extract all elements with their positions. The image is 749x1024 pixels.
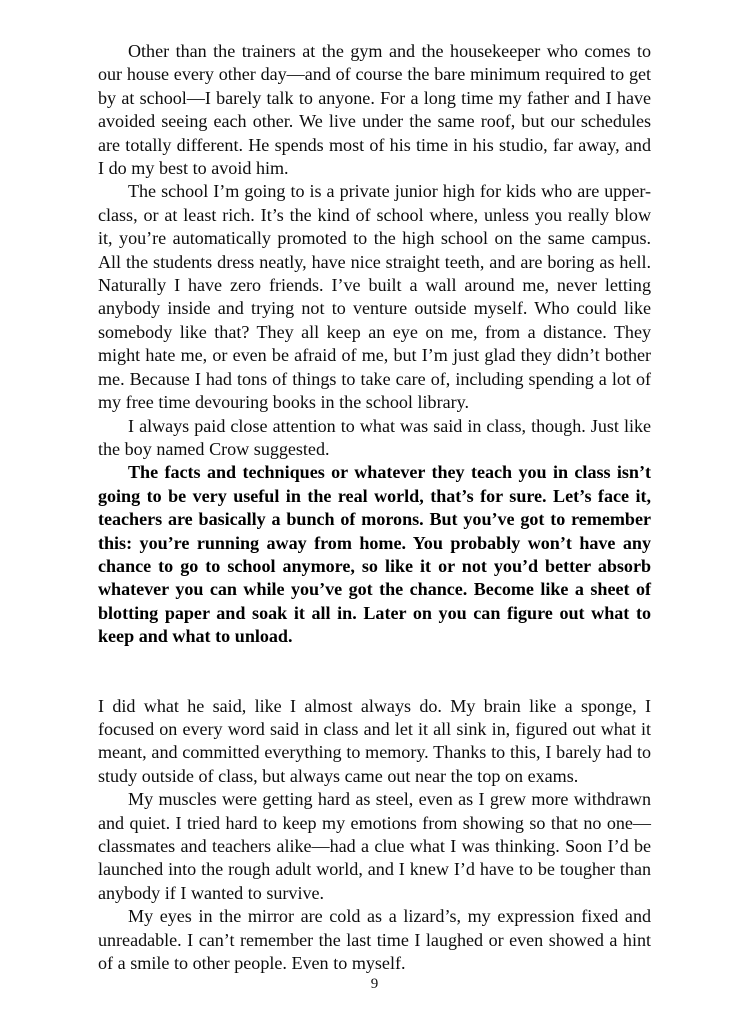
paragraph-6: My muscles were getting hard as steel, even as I grew more withdrawn and quiet. I tried hard to keep my emotions from showing so that no one—classmates and teachers alike—had a clue what I was thinking. Soon I’d be launched into the rough adult world, and I knew I’d have to be tougher than anybody if I wanted to survive. [98,789,651,903]
paragraph-2: The school I’m going to is a private junior high for kids who are upper-class, or at least rich. It’s the kind of school where, unless you really blow it, you’re automatically promoted to the high school on the same campus. All the students dress neatly, have nice straight teeth, and are boring as hell. Naturally I have zero friends. I’ve built a wall around me, never letting anybody inside and trying not to venture outside myself. Who could like somebody like that? They all keep an eye on me, from a distance. They might hate me, or even be afraid of me, but I’m just glad they didn’t bother me. Because I had tons of things to take care of, including spending a lot of my free time devouring books in the school library. [98,181,651,413]
paragraph-3: I always paid close attention to what was said in class, though. Just like the boy named Crow suggested. [98,415,651,459]
paragraph-4-crow-voice: The facts and techniques or whatever they teach you in class isn’t going to be very useful in the real world, that’s for sure. Let’s face it, teachers are basically a bunch of morons. But you’ve got to remember this: you’re running away from home. You probably won’t have any chance to go to school anymore, so like it or not you’d better absorb whatever you can while you’ve got the chance. Become like a sheet of blotting paper and soak it all in. Later on you can figure out what to keep and what to unload. [98,462,651,647]
paragraph-7: My eyes in the mirror are cold as a lizard’s, my expression fixed and unreadable. I can’t remember the last time I laughed or even showed a hint of a smile to other people. Even to myself. [98,906,651,974]
page-number: 9 [370,976,379,992]
paragraph-1: Other than the trainers at the gym and the housekeeper who comes to our house every other day—and of course the bare minimum required to get by at school—I barely talk to anyone. For a long time my father and I have avoided seeing each other. We live under the same roof, but our schedules are totally different. He spends most of his time in his studio, far away, and I do my best to avoid him. [98,41,651,179]
paragraph-5: I did what he said, like I almost always do. My brain like a sponge, I focused on every word said in class and let it all sink in, figured out what it meant, and committed everything to memory. Thanks to this, I barely had to study outside of class, but always came out near the top on exams. [98,695,651,786]
page-text-block [98,40,651,975]
section-break-gap [98,649,651,695]
